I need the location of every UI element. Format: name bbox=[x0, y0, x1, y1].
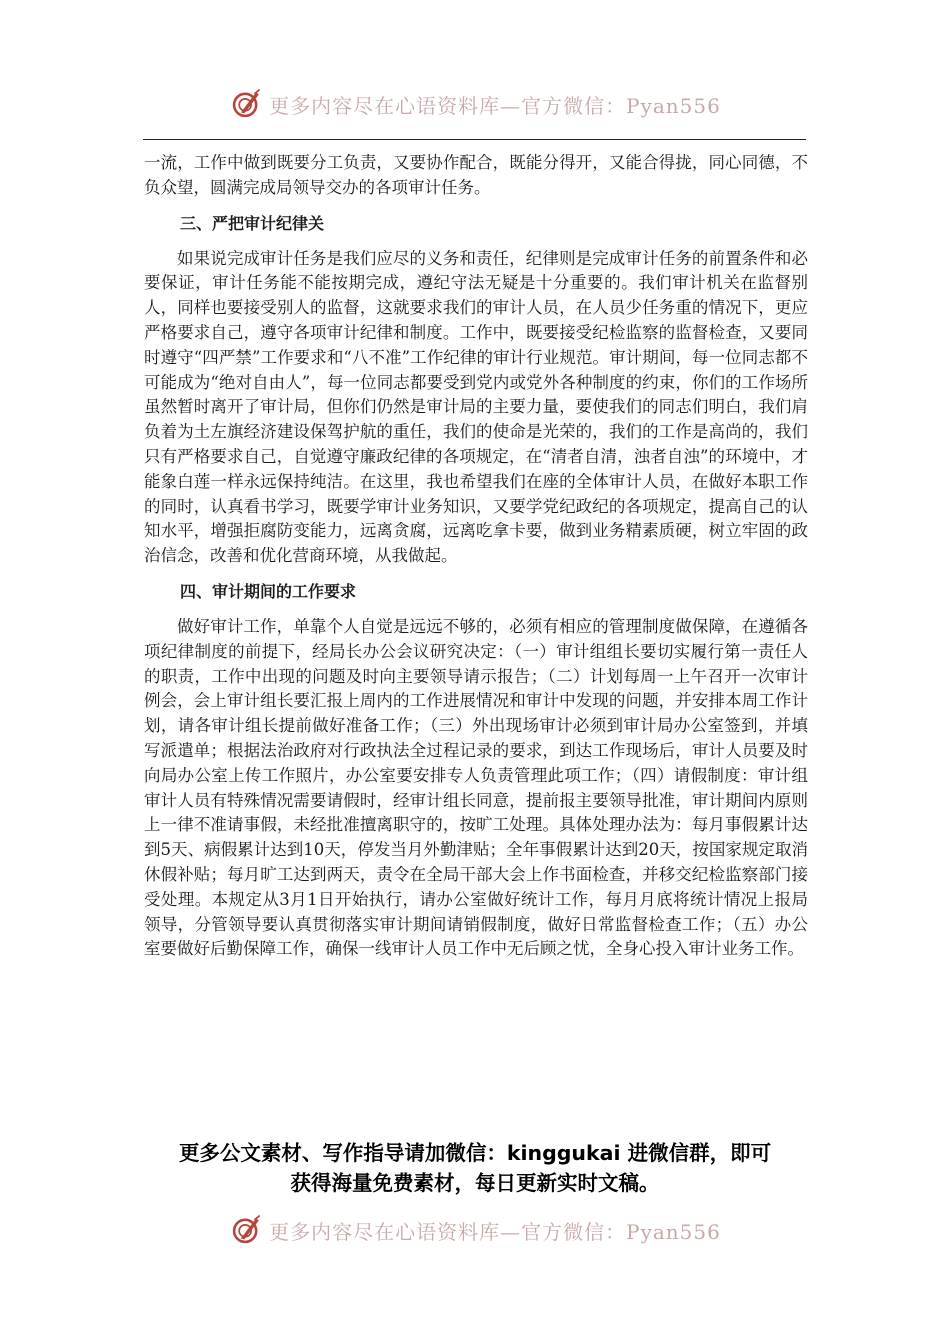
promo-notice bbox=[110, 1138, 840, 1198]
header-divider bbox=[143, 139, 806, 140]
footer-watermark-text: 更多内容尽在心语资料库—官方微信：Pyan556 bbox=[269, 1219, 721, 1244]
intro-paragraph: 一流，工作中做到既要分工负责，又要协作配合，既能分得开，又能合得拢，同心同德，不负众望，圆满完成局领导交办的各项审计任务。 bbox=[144, 153, 808, 197]
document-body bbox=[144, 151, 808, 962]
promo-line-2: 获得海量免费素材，每日更新实时文稿。 bbox=[290, 1171, 660, 1195]
section-3-paragraph: 如果说完成审计任务是我们应尽的义务和责任，纪律则是完成审计任务的前置条件和必要保证，审计任务能不能按期完成，遵纪守法无疑是十分重要的。我们审计机关在监督别人，同样也要接受别人的监督，这就要求我们的审计人员，在人员少任务重的情况下，更应严格要求自己，遵守各项审计纪律和制度。工作中，既要接受纪检监察的监督检查，又要同时遵守“四严禁”工作要求和“八不准”工作纪律的审计行业规范。审计期间，每一位同志都不可能成为“绝对自由人”，每一位同志都要受到党内或党外各种制度的约束，你们的工作场所虽然暂时离开了审计局，但你们仍然是审计局的主要力量，要使我们的同志们明白，我们肩负着为土左旗经济建设保驾护航的重任，我们的使命是光荣的，我们的工作是高尚的，我们只有严格要求自己，自觉遵守廉政纪律的各项规定，在“清者自清，浊者自浊”的环境中，才能象白莲一样永远保持纯洁。在这里，我也希望我们在座的全体审计人员，在做好本职工作的同时，认真看书学习，既要学审计业务知识，又要学党纪政纪的各项规定，提高自己的认知水平，增强拒腐防变能力，远离贪腐，远离吃拿卡要，做到业务精素质硬，树立牢固的政治信念，改善和优化营商环境，从我做起。 bbox=[144, 248, 808, 566]
header-watermark bbox=[0, 84, 950, 124]
quill-logo-icon bbox=[229, 1213, 263, 1247]
section-3-heading: 三、严把审计纪律关 bbox=[180, 213, 325, 233]
footer-watermark bbox=[0, 1210, 950, 1250]
section-4-heading: 四、审计期间的工作要求 bbox=[180, 581, 357, 601]
quill-logo-icon bbox=[229, 87, 263, 121]
section-4-paragraph: 做好审计工作，单靠个人自觉是远远不够的，必须有相应的管理制度做保障，在遵循各项纪律制度的前提下，经局长办公会议研究决定：（一）审计组组长要切实履行第一责任人的职责，工作中出现的问题及时向主要领导请示报告；（二）计划每周一上午召开一次审计例会，会上审计组长要汇报上周内的工作进展情况和审计中发现的问题，并安排本周工作计划，请各审计组长提前做好准备工作；（三）外出现场审计必须到审计局办公室签到，并填写派遣单；根据法治政府对行政执法全过程记录的要求，到达工作现场后，审计人员要及时向局办公室上传工作照片，办公室要安排专人负责管理此项工作；（四）请假制度：审计组审计人员有特殊情况需要请假时，经审计组长同意，提前报主要领导批准，审计期间内原则上一律不准请事假，未经批准擅离职守的，按旷工处理。具体处理办法为：每月事假累计达到5天、病假累计达到10天，停发当月外勤津贴；全年事假累计达到20天，按国家规定取消休假补贴；每月旷工达到两天，责令在全局干部大会上作书面检查，并移交纪检监察部门接受处理。本规定从3月1日开始执行，请办公室做好统计工作，每月月底将统计情况上报局领导，分管领导要认真贯彻落实审计期间请销假制度，做好日常监督检查工作；（五）办公室要做好后勤保障工作，确保一线审计人员工作中无后顾之忧，全身心投入审计业务工作。 bbox=[144, 616, 808, 959]
header-watermark-text: 更多内容尽在心语资料库—官方微信：Pyan556 bbox=[269, 93, 721, 118]
promo-line-1: 更多公文素材、写作指导请加微信：kinggukai 进微信群，即可 bbox=[178, 1141, 772, 1165]
